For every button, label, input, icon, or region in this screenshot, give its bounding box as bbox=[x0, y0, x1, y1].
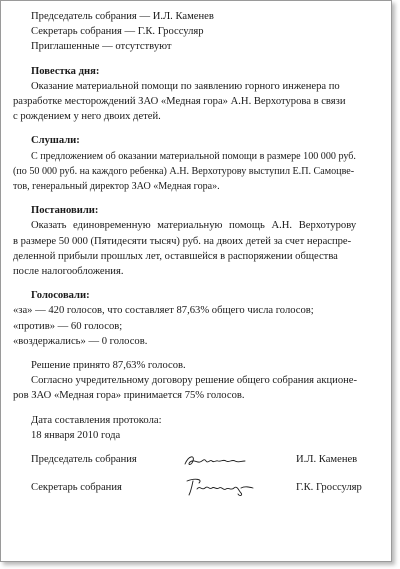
voted-heading: Голосовали: bbox=[31, 290, 90, 302]
secretary-signature-row bbox=[13, 477, 377, 499]
decision-line: ров ЗАО «Медная гора» принимается 75% голосов. bbox=[13, 390, 245, 402]
heard-line: С предложением об оказании материальной помощи в размере 100 000 руб. bbox=[31, 150, 356, 162]
chairman-signature-row bbox=[13, 449, 377, 471]
heard-line: тов, генеральный директор ЗАО «Медная гора». bbox=[13, 181, 220, 193]
signature-role: Секретарь собрания bbox=[31, 482, 122, 494]
date-value: 18 января 2010 года bbox=[31, 429, 121, 441]
resolved-line: в размере 50 000 (Пятидесяти тысяч) руб. на двоих детей за счет нераспре- bbox=[13, 235, 352, 247]
vote-against-line: «против» — 60 голосов; bbox=[13, 320, 123, 332]
date-label: Дата составления протокола: bbox=[31, 414, 162, 426]
vote-abstain-line: «воздержались» — 0 голосов. bbox=[13, 335, 148, 347]
secretary-line: Секретарь собрания — Г.К. Гроссуляр bbox=[31, 26, 204, 38]
chairman-signature-image bbox=[181, 449, 261, 471]
invited-line: Приглашенные — отсутствуют bbox=[31, 41, 172, 53]
resolved-line: деленной прибыли прошлых лет, оставшейся в распоряжении общества bbox=[13, 250, 338, 262]
agenda-line: разработке месторождений ЗАО «Медная гора» А.Н. Верхотурова в связи bbox=[13, 96, 346, 108]
signature-name: Г.К. Гроссуляр bbox=[296, 482, 362, 494]
agenda-heading: Повестка дня: bbox=[31, 65, 100, 77]
heard-heading: Слушали: bbox=[31, 135, 80, 147]
protocol-content bbox=[13, 9, 377, 499]
signature-name: И.Л. Каменев bbox=[296, 454, 358, 466]
decision-line: Решение принято 87,63% голосов. bbox=[31, 360, 186, 372]
signature-role: Председатель собрания bbox=[31, 454, 137, 466]
agenda-line: с рождением у него двоих детей. bbox=[13, 111, 161, 123]
resolved-line: Оказать единовременную материальную помощь А.Н. Верхотурову bbox=[31, 220, 357, 232]
secretary-signature-image bbox=[181, 475, 271, 499]
resolved-heading: Постановили: bbox=[31, 205, 99, 217]
resolved-line: после налогообложения. bbox=[13, 266, 124, 278]
chairman-line: Председатель собрания — И.Л. Каменев bbox=[31, 11, 214, 22]
decision-line: Согласно учредительному договору решение общего собрания акционе- bbox=[31, 375, 358, 387]
heard-line: (по 50 000 руб. на каждого ребенка) А.Н. Верхотурову выступил Е.П. Самоцве- bbox=[13, 165, 355, 177]
vote-for-line: «за» — 420 голосов, что составляет 87,63% общего числа голосов; bbox=[13, 305, 314, 317]
agenda-line: Оказание материальной помощи по заявлению горного инженера по bbox=[31, 80, 340, 92]
